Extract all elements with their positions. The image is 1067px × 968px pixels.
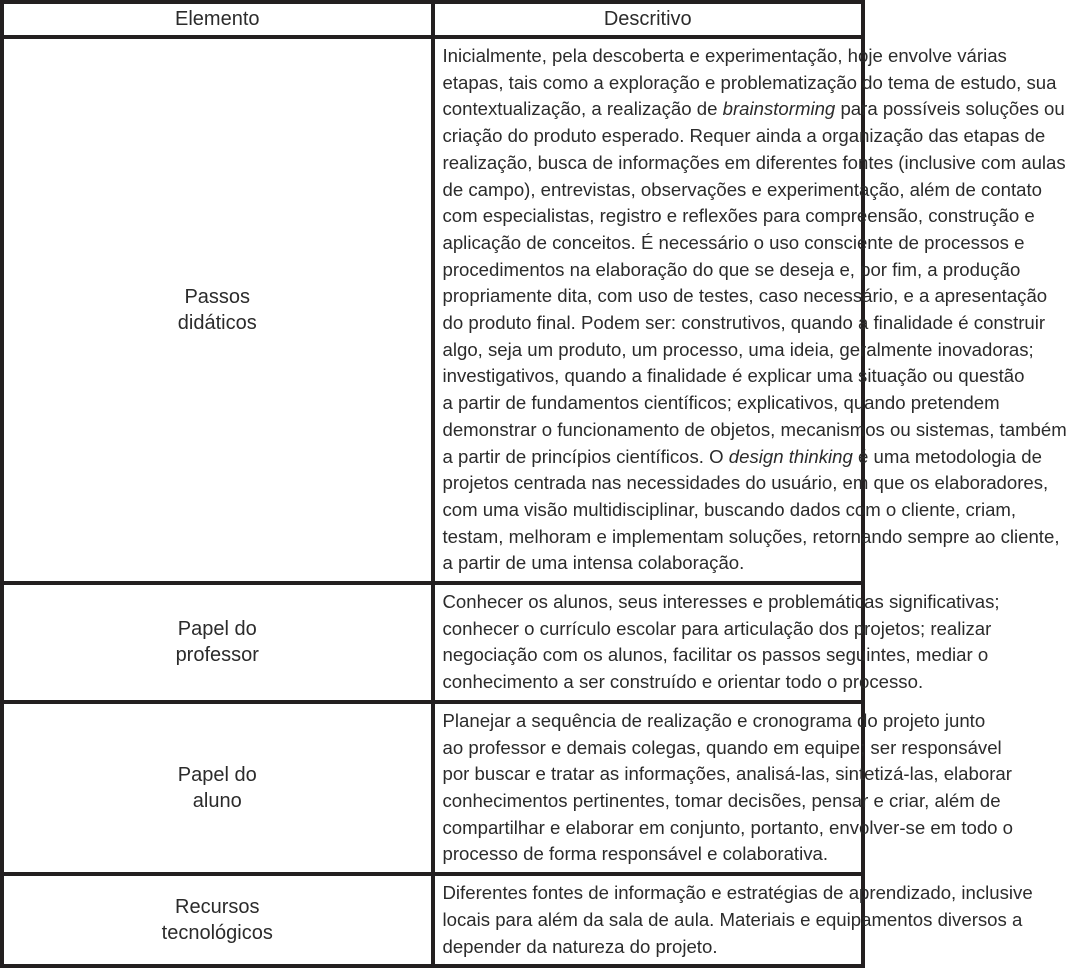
description-line: com uma visão multidisciplinar, buscando dados com o cliente, criam,: [442, 498, 1017, 520]
description-line: etapas, tais como a exploração e problematização do tema de estudo, sua: [442, 71, 1057, 93]
description-line: conhecer o currículo escolar para articulação dos projetos; realizar: [442, 617, 992, 639]
description-line: ao professor e demais colegas, quando em equipe; ser responsável: [442, 736, 1002, 758]
description-line: Conhecer os alunos, seus interesses e problemáticas significativas;: [442, 591, 1000, 613]
description-line: depender da natureza do projeto.: [442, 935, 718, 957]
header-elemento: Elemento: [2, 2, 433, 37]
description-line: propriamente dita, com uso de testes, caso necessário, e a apresentação: [442, 285, 1048, 307]
description-cell: [433, 874, 1033, 966]
description-line: investigativos, quando a finalidade é explicar uma situação ou questão: [442, 365, 1025, 387]
table-row: [2, 702, 863, 874]
description-cell: [433, 702, 1014, 874]
description-line: realização, busca de informações em diferentes fontes (inclusive com aulas: [442, 151, 1066, 173]
element-label: aluno: [192, 789, 242, 812]
description-line: contextualização, a realização de brainstorming para possíveis soluções ou: [442, 98, 1065, 120]
description-line: compartilhar e elaborar em conjunto, portanto, envolver-se em todo o: [442, 816, 1014, 838]
element-label: tecnológicos: [161, 922, 273, 945]
description-line: Inicialmente, pela descoberta e experimentação, hoje envolve várias: [442, 45, 1007, 66]
description-line: de campo), entrevistas, observações e experimentação, além de contato: [442, 178, 1042, 200]
description-line: procedimentos na elaboração do que se deseja e, por fim, a produção: [442, 258, 1021, 280]
element-label: Papel do: [177, 763, 257, 786]
table-row: [2, 874, 863, 966]
description-line: Planejar a sequência de realização e cronograma do projeto junto: [442, 709, 986, 731]
description-line: por buscar e tratar as informações, analisá-las, sintetizá-las, elaborar: [442, 763, 1012, 785]
table-row: [2, 583, 863, 702]
description-line: criação do produto esperado. Requer ainda a organização das etapas de: [442, 125, 1046, 147]
header-row: [2, 2, 863, 37]
element-label: professor: [175, 644, 259, 667]
element-label: Papel do: [177, 618, 257, 641]
description-cell: [433, 37, 1067, 583]
element-label: Recursos: [175, 896, 260, 919]
table-row: [2, 37, 863, 583]
description-line: projetos centrada nas necessidades do usuário, em que os elaboradores,: [442, 472, 1049, 494]
description-line: a partir de princípios científicos. O design thinking é uma metodologia de: [442, 445, 1042, 467]
description-cell: [433, 583, 1000, 702]
description-line: algo, seja um produto, um processo, uma ideia, geralmente inovadoras;: [442, 338, 1034, 360]
description-line: Diferentes fontes de informação e estratégias de aprendizado, inclusive: [442, 882, 1033, 904]
description-line: locais para além da sala de aula. Materiais e equipamentos diversos a: [442, 908, 1023, 930]
element-label: Passos: [184, 286, 251, 309]
description-line: demonstrar o funcionamento de objetos, mecanismos ou sistemas, também: [442, 418, 1067, 440]
description-line: processo de forma responsável e colaborativa.: [442, 843, 829, 865]
header-descritivo: Descritivo: [433, 2, 864, 37]
description-line: com especialistas, registro e reflexões para compreensão, construção e: [442, 205, 1035, 227]
description-line: a partir de uma intensa colaboração.: [442, 552, 745, 574]
description-line: conhecimentos pertinentes, tomar decisões, pensar e criar, além de: [442, 789, 1001, 811]
element-cell: [2, 874, 433, 966]
description-line: aplicação de conceitos. É necessário o uso consciente de processos e: [442, 231, 1025, 253]
description-line: conhecimento a ser construído e orientar todo o processo.: [442, 671, 924, 693]
description-line: do produto final. Podem ser: construtivos, quando a finalidade é construir: [442, 312, 1046, 334]
element-label: didáticos: [177, 312, 257, 335]
element-cell: [2, 583, 433, 702]
description-line: testam, melhoram e implementam soluções, retornando sempre ao cliente,: [442, 525, 1060, 547]
element-cell: [2, 702, 433, 874]
description-line: negociação com os alunos, facilitar os passos seguintes, mediar o: [442, 644, 989, 666]
description-line: a partir de fundamentos científicos; explicativos, quando pretendem: [442, 392, 1000, 414]
element-cell: [2, 37, 433, 583]
